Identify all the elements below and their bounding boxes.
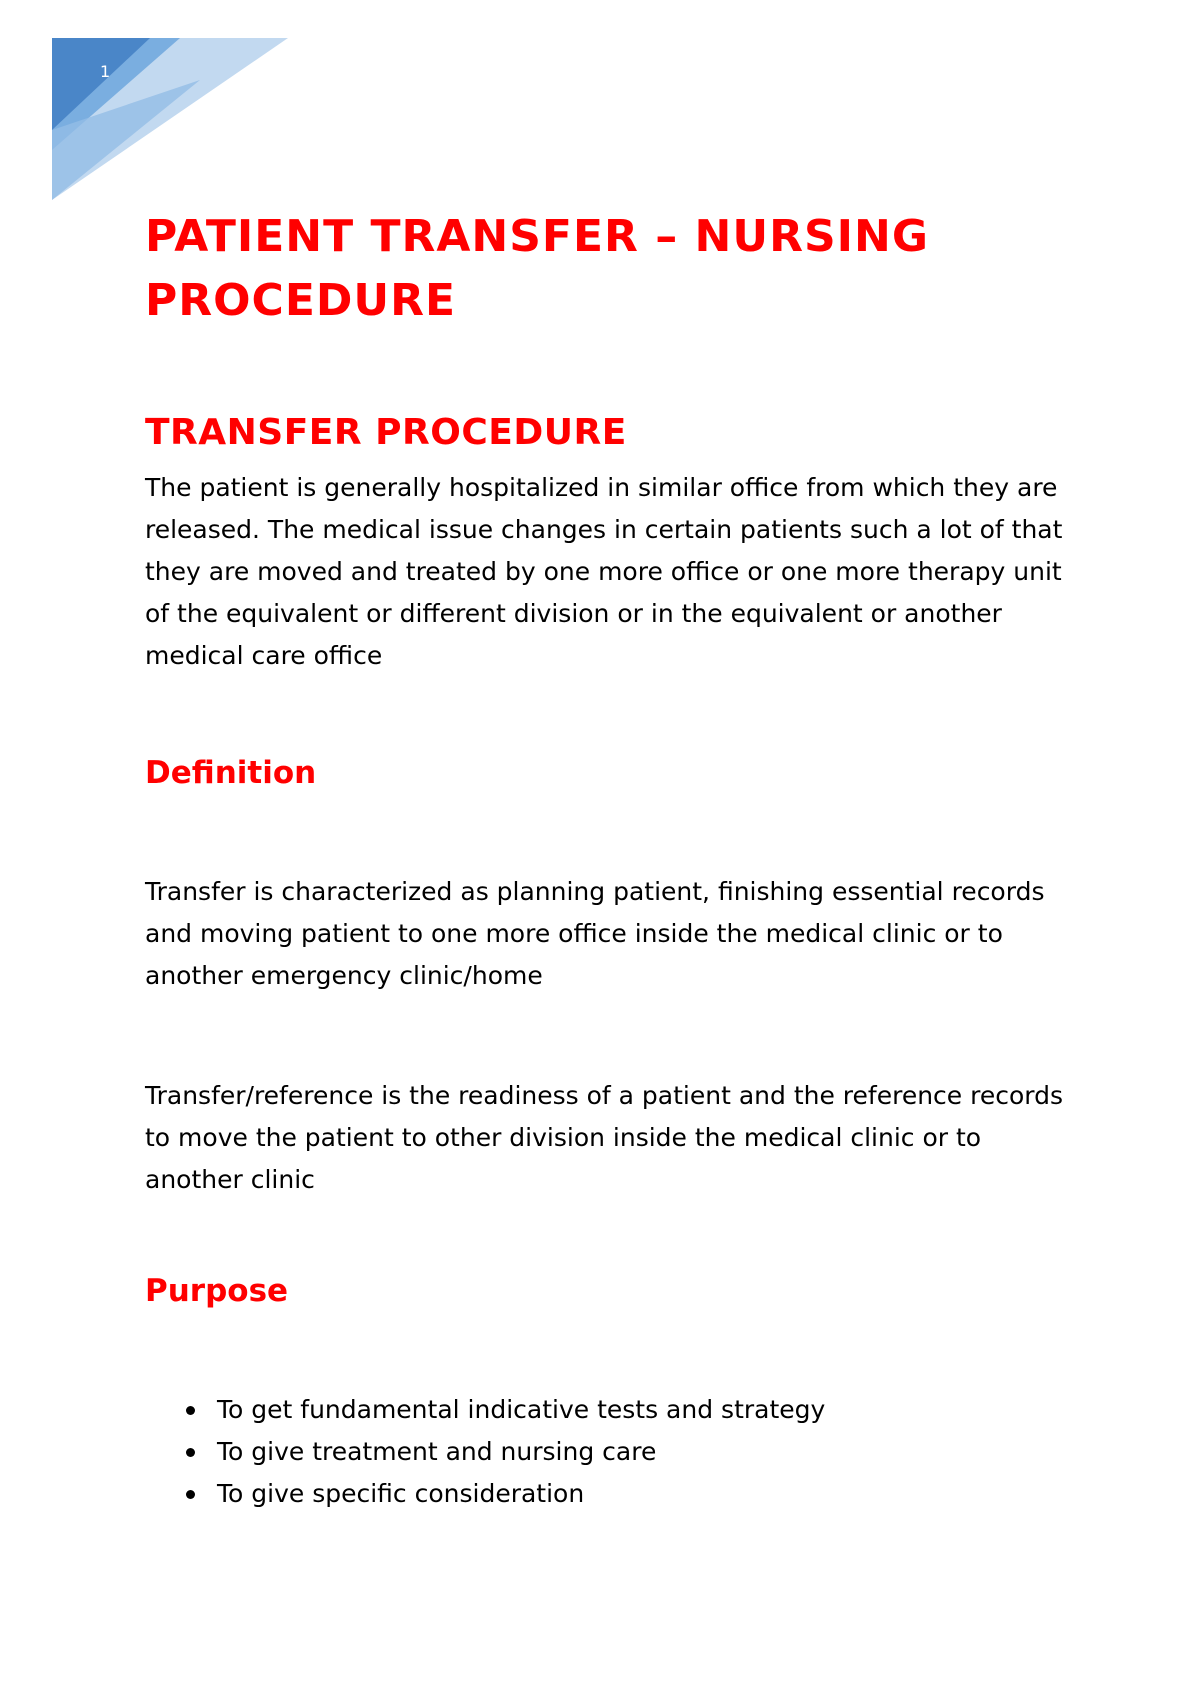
- bullet-icon: [186, 1490, 195, 1499]
- definition-paragraph-1: Transfer is characterized as planning patient, finishing essential records and moving patient to one more office inside the medical clinic or to another emergency clinic/home: [145, 877, 1045, 990]
- intro-paragraph: The patient is generally hospitalized in similar office from which they are released. The medical issue changes in certain patients such a lot of that they are moved and treated by one more office or one more therapy unit of the equivalent or different division or in the equivalent or another medical care office: [145, 473, 1063, 670]
- list-item: [145, 1431, 1085, 1473]
- bullet-icon: [186, 1448, 195, 1457]
- document-body: [145, 205, 1085, 1515]
- purpose-list: [145, 1389, 1085, 1515]
- purpose-item-1: To get fundamental indicative tests and strategy: [217, 1395, 826, 1424]
- purpose-heading: Purpose: [145, 1273, 289, 1309]
- purpose-item-3: To give specific consideration: [217, 1479, 585, 1508]
- section-heading: TRANSFER PROCEDURE: [145, 412, 627, 453]
- bullet-icon: [186, 1406, 195, 1415]
- list-item: [145, 1389, 1085, 1431]
- definition-paragraph-2: Transfer/reference is the readiness of a patient and the reference records to move the patient to other division inside the medical clinic or to another clinic: [145, 1081, 1064, 1194]
- document-title: PATIENT TRANSFER – NURSING PROCEDURE: [145, 211, 929, 326]
- purpose-item-2: To give treatment and nursing care: [217, 1437, 657, 1466]
- list-item: [145, 1473, 1085, 1515]
- corner-decoration: [0, 0, 300, 220]
- page-number: 1: [100, 62, 111, 81]
- definition-heading: Definition: [145, 755, 317, 791]
